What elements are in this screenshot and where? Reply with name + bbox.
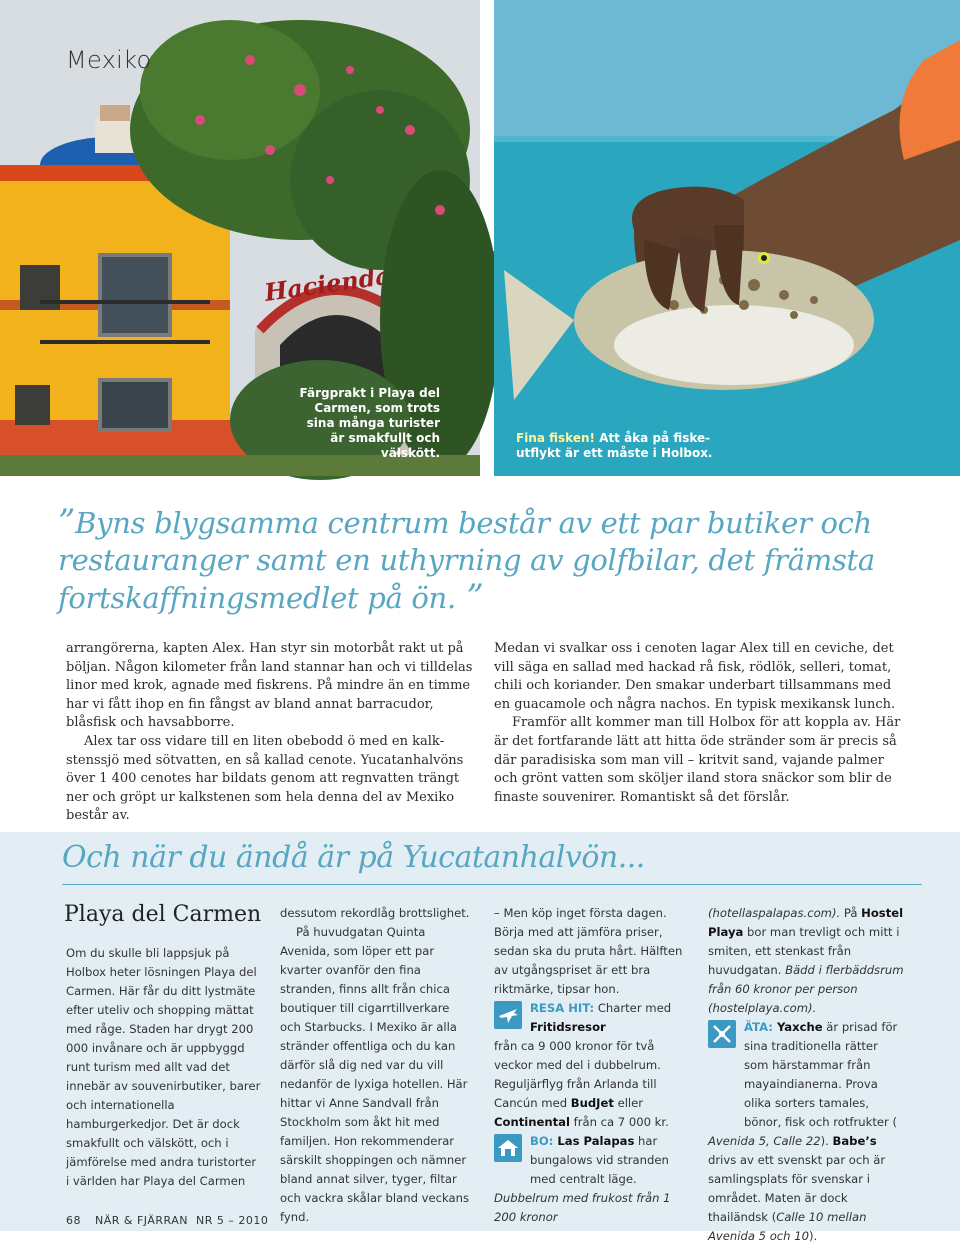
hostel-text-b: bor man trevligt och mitt i smiten, ett stenkast från huvudgatan.	[708, 925, 900, 977]
fact-column-4	[708, 904, 904, 1246]
hotel-url: (hotellaspalapas.com).	[708, 906, 844, 920]
eat-text-c: drivs av ett svenskt par och är samlingsplats för svenskar i området. Maten är dock thailändsk (	[708, 1153, 886, 1224]
travel-info	[494, 999, 690, 1037]
travel-text-a: Charter med	[594, 1001, 672, 1015]
fish-illustration	[494, 0, 960, 476]
eat-key: ÄTA:	[744, 1020, 773, 1034]
fact-column-3	[494, 904, 690, 1227]
photo-caption-left: Färgprakt i Playa del Carmen, som trots sina många turister är smakfullt och välskött.	[299, 386, 440, 460]
eat-brand: Yaxche	[772, 1020, 823, 1034]
house-icon	[494, 1134, 522, 1162]
eat-text-a: är prisad för sina traditionella rätter som härstammar från mayaindianerna. Prova olika sorters tamales, bönor, fisk och rotfrukter (	[744, 1020, 898, 1129]
fact-column-2	[280, 904, 470, 1227]
body-paragraph: Alex tar oss vidare till en liten obebodd ö med en kalkstenssjö med sötvatten, en så kallad cenote. Yucatanhalvöns över 1 400 cenotes har bildats genom att regnvatten trängt ner och gröpt ur kalkstenen som hela denna del av Mexiko består av.	[66, 733, 464, 824]
pullquote-text: Byns blygsamma centrum består av ett par butiker och restauranger samt en uthyrning av golfbilar, det främsta fortskaffningsmedlet på ön.	[58, 506, 875, 615]
travel-brand-2: BudJet	[570, 1096, 614, 1110]
body-paragraph: Medan vi svalkar oss i cenoten lagar Alex till en ceviche, det vill säga en sallad med hackad rå fisk, rödlök, selleri, tomat, chili och koriander. Den smakar underbart tillsammans med en guacamole och några nachos. En typisk mexikansk lunch.	[494, 641, 896, 712]
hostel-price: Bädd i flerbäddsrum från 60 kronor per person	[708, 963, 904, 996]
eat-text-b: ).	[820, 1134, 833, 1148]
stay-info	[494, 1132, 690, 1189]
building-sign-text: Hacienda	[262, 260, 393, 307]
hostel-url: (hostelplaya.com).	[708, 1001, 817, 1015]
travel-text-d: från ca 7 000 kr.	[569, 1115, 669, 1129]
fact-paragraph: Om du skulle bli lappsjuk på Holbox heter lösningen Playa del Carmen. Här får du ditt lystmäte efter uteliv och shopping mättat med råge. Staden har drygt 200 000 invånare och är uppbyggd runt turism med allt vad det innebär av souvenirbutiker, barer och internationella hamburgerkedjor. Det är dock smakfullt och välskött, och i jämförelse med andra turistorter i världen har Playa del Carmen	[66, 946, 261, 1188]
stay-key: BO:	[530, 1134, 554, 1148]
info-panel-title: Och när du ändå är på Yucatanhalvön...	[62, 840, 645, 875]
fact-paragraph: På huvudgatan Quinta Avenida, som löper ett par kvarter ovanför den fina stranden, finns allt från chica boutiquer till cigarrtillverkare och Starbucks. I Mexiko är alla stränder offentliga och du kan därför slå dig ned var du vill nedanför de lyxiga hotellen. Här hittar vi Anne Sandvall från Stockholm som åkt hit med familjen. Hon rekommenderar särskilt shoppingen och nämner bland annat silver, tyger, filtar och vackra skålar bland veckans fynd.	[280, 925, 469, 1224]
eat-text-d: ).	[808, 1229, 818, 1243]
page-number: 68	[66, 1214, 81, 1227]
stay-price: Dubbelrum med frukost från 1 200 kronor	[494, 1191, 671, 1224]
fact-heading: Playa del Carmen	[64, 902, 262, 927]
travel-text-b: från ca 9 000 kronor för två veckor med del i dubbelrum. Reguljärflyg från Arlanda till Cancún med	[494, 1039, 661, 1110]
fact-paragraph: dessutom rekordlåg brottslighet.	[280, 906, 470, 920]
cutlery-icon	[708, 1020, 736, 1048]
eat-address-2: Calle 10 mellan Avenida 5 och 10	[708, 1210, 867, 1243]
stay-text-a: har bungalows vid stranden med centralt läge.	[530, 1134, 669, 1186]
magazine-name: NÄR & FJÄRRAN	[95, 1214, 188, 1227]
body-column-right	[494, 640, 904, 807]
travel-key: RESA HIT:	[530, 1001, 595, 1015]
fact-paragraph: – Men köp inget första dagen. Börja med att jämföra priser, sedan ska du pruta hårt. Hälften av utgångspriset är ett bra riktmärke, tipsar hon.	[494, 906, 683, 996]
eat-brand-2: Babe’s	[832, 1134, 877, 1148]
travel-brand-3: Continental	[494, 1115, 570, 1129]
photo-fish-in-hand	[494, 0, 960, 476]
hostel-brand: Hostel Playa	[708, 906, 904, 939]
travel-text-c: eller	[613, 1096, 644, 1110]
pullquote-open-mark: ”	[58, 502, 76, 542]
fact-column-1	[66, 944, 262, 1191]
pullquote	[58, 504, 918, 617]
info-panel-rule	[62, 884, 922, 885]
eat-info	[708, 1018, 904, 1132]
caption-lead: Fina fisken!	[516, 431, 595, 445]
stay-brand: Las Palapas	[553, 1134, 635, 1148]
pullquote-close-mark: ”	[455, 577, 484, 617]
page-footer	[66, 1214, 268, 1227]
body-column-left	[66, 640, 476, 826]
body-paragraph: arrangörerna, kapten Alex. Han styr sin motorbåt rakt ut på böljan. Någon kilometer från land stannar han och vi tilldelas linor med krok, agnade med fiskrens. På mindre än en timme har vi fått ihop en fin fångst av bland annat barracudor, blåsfisk och havsabborre.	[66, 641, 473, 731]
body-paragraph: Framför allt kommer man till Holbox för att koppla av. Här är det fortfarande lätt att hitta öde stränder som är precis så där paradisiska som man vill – kritvit sand, vajande palmer och grönt vatten som sköljer iland stora snäckor som blir de finaste souvenirer. Romantiskt så det förslår.	[494, 715, 901, 805]
caption-rest: Att åka på fiske-utflykt är ett måste i Holbox.	[516, 431, 713, 460]
airplane-icon	[494, 1001, 522, 1029]
eat-address: Avenida 5, Calle 22	[708, 1134, 821, 1148]
photo-caption-right	[516, 431, 716, 461]
section-label: Mexiko	[66, 46, 152, 74]
hostel-text-a: På	[843, 906, 862, 920]
issue-number: NR 5 – 2010	[195, 1214, 269, 1227]
travel-brand: Fritidsresor	[530, 1020, 606, 1034]
